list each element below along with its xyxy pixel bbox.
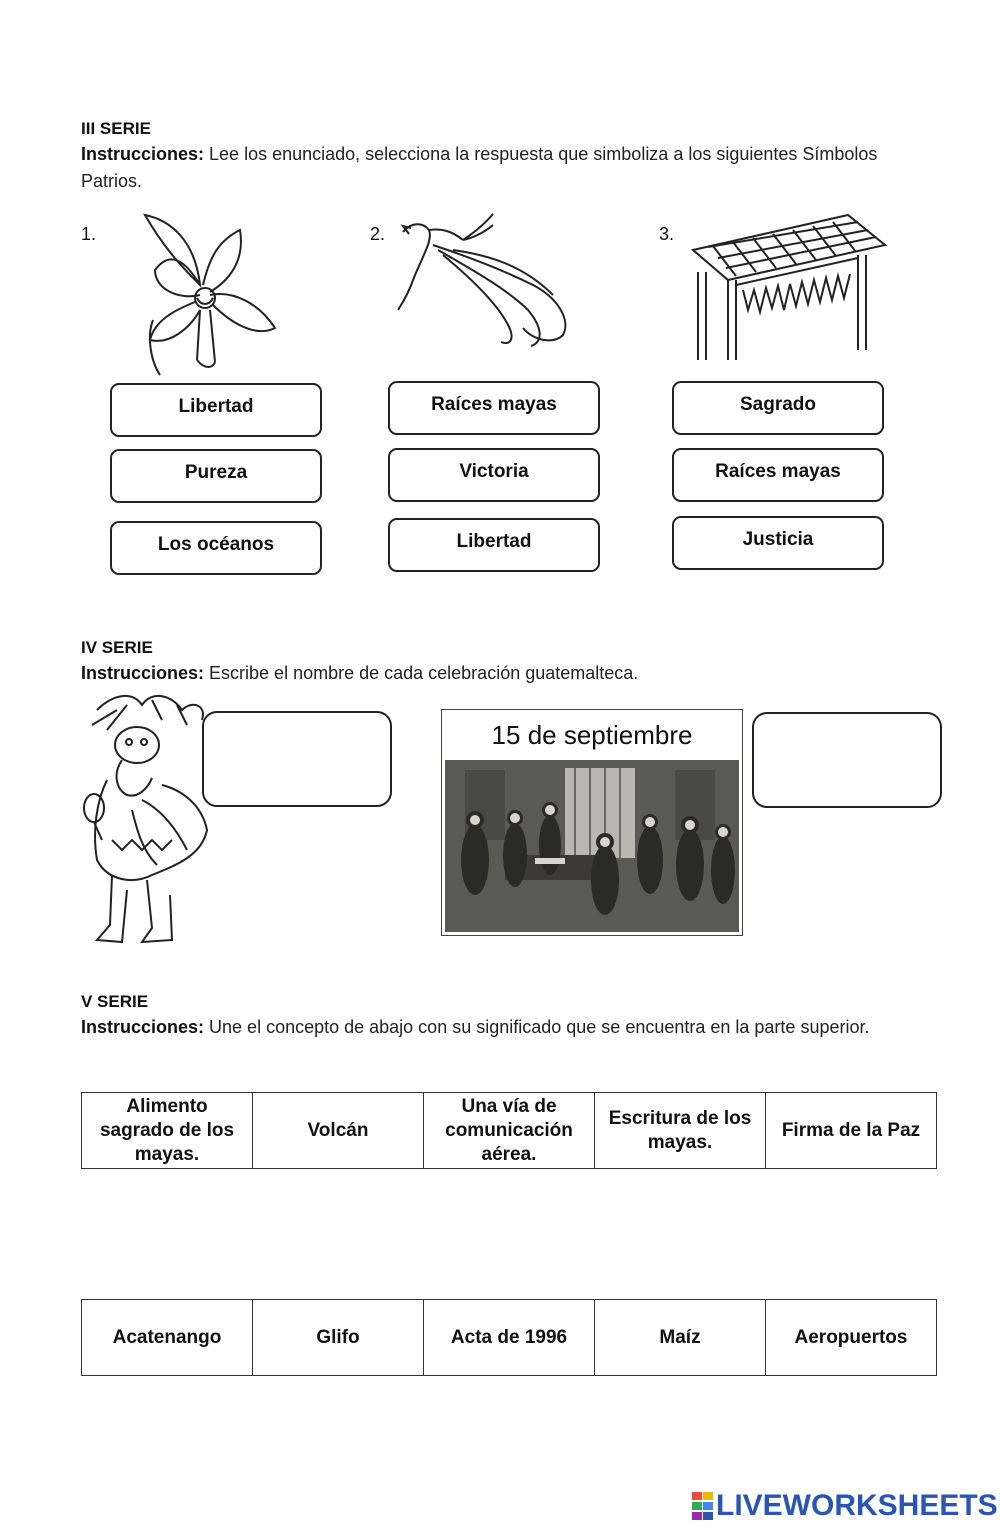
meaning-cell[interactable]: Firma de la Paz (766, 1093, 937, 1169)
concepts-table (81, 1299, 937, 1376)
serie5-instructions-text: Une el concepto de abajo con su significado que se encuentra en la parte superior. (204, 1017, 870, 1037)
serie4-title: IV SERIE (81, 638, 153, 657)
option-1-libertad[interactable]: Libertad (110, 383, 322, 437)
item-number-1: 1. (81, 224, 97, 244)
option-3-raices-mayas[interactable]: Raíces mayas (672, 448, 884, 502)
option-1-los-oceanos[interactable]: Los océanos (110, 521, 322, 575)
serie3-instructions (81, 141, 911, 195)
photo-caption: 15 de septiembre (491, 720, 693, 750)
serie5-instructions-label: Instrucciones: (81, 1017, 205, 1037)
table-row (82, 1300, 937, 1376)
serie3-instructions-text: Lee los enunciado, selecciona la respuesta que simboliza a los siguientes Símbolos Patrios. (81, 144, 878, 191)
liveworksheets-logo-icon (692, 1492, 714, 1520)
serie5-instructions (81, 1014, 911, 1041)
monja-blanca-flower-icon (125, 210, 285, 380)
meaning-cell[interactable]: Escritura de los mayas. (595, 1093, 766, 1169)
traditional-dancer-icon (82, 690, 217, 955)
option-3-justicia[interactable]: Justicia (672, 516, 884, 570)
serie3-instructions-label: Instrucciones: (81, 144, 205, 164)
celebration-answer-box-2[interactable] (752, 712, 942, 808)
quetzal-bird-icon (393, 210, 583, 350)
meaning-cell[interactable]: Una vía de comunicación aérea. (424, 1093, 595, 1169)
concept-cell[interactable]: Acatenango (82, 1300, 253, 1376)
option-1-pureza[interactable]: Pureza (110, 449, 322, 503)
concept-cell[interactable]: Glifo (253, 1300, 424, 1376)
meaning-cell[interactable]: Alimento sagrado de los mayas. (82, 1093, 253, 1169)
option-3-sagrado[interactable]: Sagrado (672, 381, 884, 435)
serie4-instructions-label: Instrucciones: (81, 663, 205, 683)
concept-cell[interactable]: Acta de 1996 (424, 1300, 595, 1376)
meanings-table (81, 1092, 937, 1169)
serie4-instructions (81, 660, 911, 687)
independence-photo-frame (441, 709, 743, 936)
serie5-title: V SERIE (81, 992, 149, 1011)
serie4-instructions-text: Escribe el nombre de cada celebración guatemalteca. (204, 663, 639, 683)
liveworksheets-logo (692, 1488, 998, 1524)
option-2-libertad[interactable]: Libertad (388, 518, 600, 572)
marimba-icon (688, 210, 888, 365)
concept-cell[interactable]: Maíz (595, 1300, 766, 1376)
item-number-3: 3. (659, 224, 675, 244)
concept-cell[interactable]: Aeropuertos (766, 1300, 937, 1376)
independence-signing-painting-icon (445, 760, 739, 932)
option-2-victoria[interactable]: Victoria (388, 448, 600, 502)
option-2-raices-mayas[interactable]: Raíces mayas (388, 381, 600, 435)
meaning-cell[interactable]: Volcán (253, 1093, 424, 1169)
celebration-answer-box-1[interactable] (202, 711, 392, 807)
liveworksheets-logo-text: LIVEWORKSHEETS (716, 1489, 998, 1522)
item-number-2: 2. (370, 224, 386, 244)
table-row (82, 1093, 937, 1169)
serie3-title: III SERIE (81, 119, 151, 138)
